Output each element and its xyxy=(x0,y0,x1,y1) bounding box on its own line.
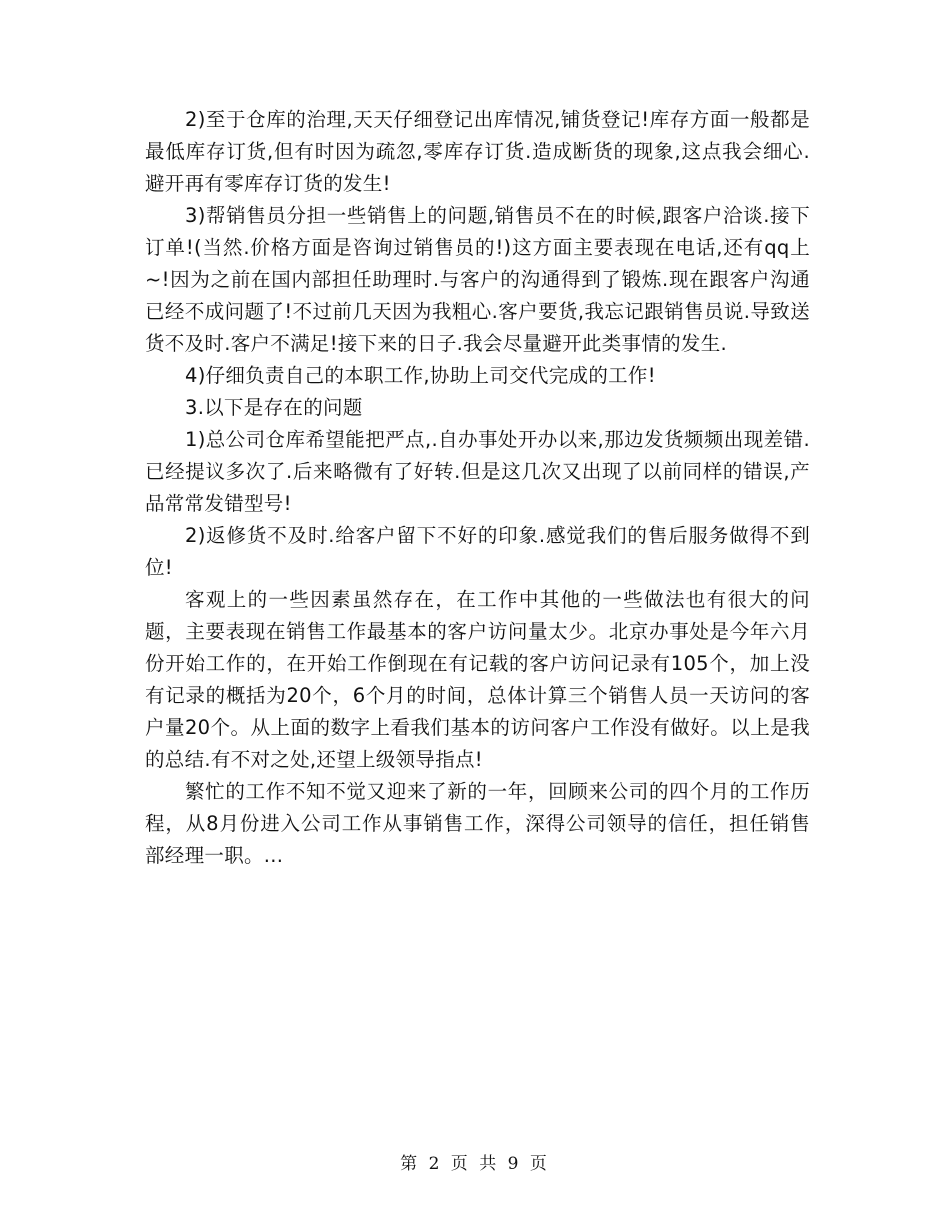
paragraph-new-year: 繁忙的工作不知不觉又迎来了新的一年，回顾来公司的四个月的工作历程，从8月份进入公司工作从事销售工作，深得公司领导的信任，担任销售部经理一职。... xyxy=(145,780,810,867)
paragraph-warehouse-errors: 1)总公司仓库希望能把严点,.自办事处开办以来,那边发货频频出现差错.已经提议多次了.后来略微有了好转.但是这几次又出现了以前同样的错误,产品常常发错型号! xyxy=(145,428,810,515)
paragraph-assist-sales: 3)帮销售员分担一些销售上的问题,销售员不在的时候,跟客户洽谈.接下订单!(当然.价格方面是咨询过销售员的!)这方面主要表现在电话,还有qq上~!因为之前在国内部担任助理时.与客户的沟通得到了锻炼.现在跟客户沟通已经不成问题了!不过前几天因为我粗心.客户要货,我忘记跟销售员说.导致送货不及时.客户不满足!接下来的日子.我会尽量避开此类事情的发生. xyxy=(145,204,810,355)
paragraph-repair-delay: 2)返修货不及时.给客户留下不好的印象.感觉我们的售后服务做得不到位! xyxy=(145,524,810,579)
section-heading-problems: 3.以下是存在的问题 xyxy=(185,396,363,419)
paragraph-customer-visits: 客观上的一些因素虽然存在，在工作中其他的一些做法也有很大的问题，主要表现在销售工作最基本的客户访问量太少。北京办事处是今年六月份开始工作的，在开始工作倒现在有记载的客户访问记录有105个，加上没有记录的概括为20个，6个月的时间，总体计算三个销售人员一天访问的客户量20个。从上面的数字上看我们基本的访问客户工作没有做好。以上是我的总结.有不对之处,还望上级领导指点! xyxy=(145,588,810,771)
document-body xyxy=(145,104,810,872)
page-number-footer: 第 2 页 共 9 页 xyxy=(400,1154,550,1174)
paragraph-warehouse-management: 2)至于仓库的治理,天天仔细登记出库情况,铺货登记!库存方面一般都是最低库存订货,但有时因为疏忽,零库存订货.造成断货的现象,这点我会细心.避开再有零库存订货的发生! xyxy=(145,108,810,195)
paragraph-own-duties: 4)仔细负责自己的本职工作,协助上司交代完成的工作! xyxy=(185,364,656,387)
